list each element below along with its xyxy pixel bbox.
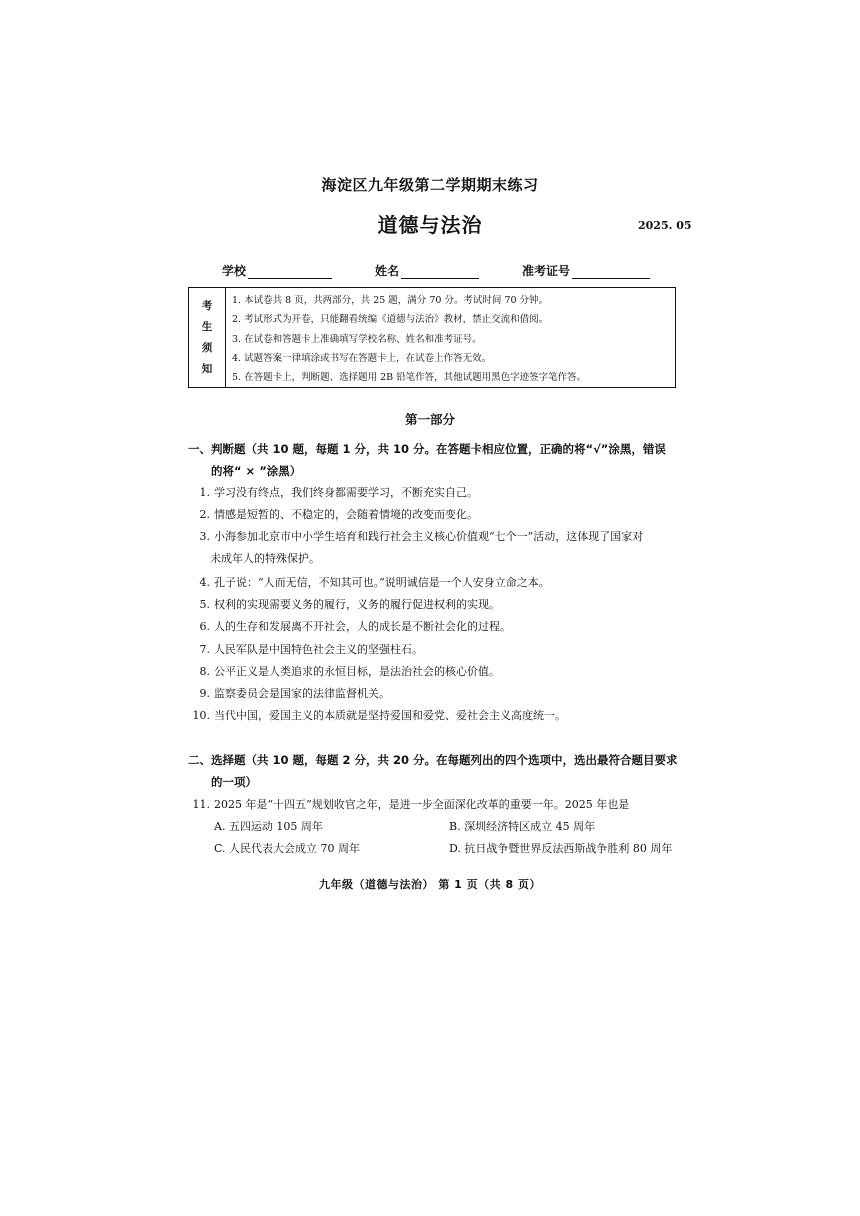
school-blank[interactable]: [248, 264, 332, 279]
exam-notice-box: [188, 287, 676, 388]
question-number: 10.: [192, 709, 210, 722]
question-text: 人的生存和发展离不开社会，人的成长是不断社会化的过程。: [214, 620, 511, 633]
section-judgment-heading: [188, 438, 688, 482]
option-c: C. 人民代表大会成立 70 周年: [214, 842, 361, 855]
option-d: D. 抗日战争暨世界反法西斯战争胜利 80 周年: [449, 842, 673, 855]
question-text: 小海参加北京市中小学生培育和践行社会主义核心价值观“七个一”活动，这体现了国家对: [214, 530, 644, 543]
option-b: B. 深圳经济特区成立 45 周年: [449, 820, 596, 833]
question-11: [192, 794, 692, 816]
question-7: [192, 639, 692, 661]
question-1: [192, 482, 692, 504]
question-number: 5.: [199, 598, 210, 611]
question-8: [192, 661, 692, 683]
section-heading-line: 一、判断题（共 10 题，每题 1 分，共 10 分。在答题卡相应位置，正确的将“√”涂黑，错误: [188, 442, 666, 456]
page-footer: 九年级（道德与法治） 第 1 页（共 8 页）: [319, 878, 541, 891]
name-label: 姓名: [375, 264, 400, 278]
question-3: [192, 526, 692, 570]
option-a: A. 五四运动 105 周年: [214, 820, 323, 833]
question-10: [192, 705, 692, 727]
school-label: 学校: [222, 264, 247, 278]
name-blank[interactable]: [401, 264, 479, 279]
notice-head-char: 生: [201, 320, 213, 333]
question-text: 权利的实现需要义务的履行，义务的履行促进权利的实现。: [214, 598, 500, 611]
notice-heading: [189, 288, 226, 387]
question-5: [192, 594, 692, 616]
question-number: 3.: [199, 530, 210, 543]
question-2: [192, 504, 692, 526]
notice-item: 2. 考试形式为开卷，只能翻看统编《道德与法治》教材，禁止交流和借阅。: [232, 314, 549, 326]
question-number: 8.: [199, 665, 210, 678]
question-number: 7.: [199, 643, 210, 656]
notice-head-char: 须: [201, 341, 213, 354]
question-number: 2.: [199, 508, 210, 521]
exam-date: 2025. 05: [638, 219, 692, 232]
question-number: 1.: [199, 486, 210, 499]
question-text: 当代中国，爱国主义的本质就是坚持爱国和爱党、爱社会主义高度统一。: [214, 709, 566, 722]
question-number: 6.: [199, 620, 210, 633]
school-field[interactable]: [222, 262, 332, 279]
name-field[interactable]: [375, 262, 479, 279]
question-text: 2025 年是“十四五”规划收官之年，是进一步全面深化改革的重要一年。2025 年也是: [214, 798, 630, 811]
notice-item: 5. 在答题卡上，判断题、选择题用 2B 铅笔作答，其他试题用黑色字迹签字笔作答。: [232, 372, 587, 384]
notice-item: 1. 本试卷共 8 页，共两部分，共 25 题，满分 70 分。考试时间 70 分钟。: [232, 295, 549, 306]
section-heading-line: 的一项）: [211, 775, 257, 789]
question-6: [192, 616, 692, 638]
exam-id-label: 准考证号: [522, 264, 571, 278]
notice-list: [226, 288, 675, 387]
question-text: 孔子说：“人而无信，不知其可也。”说明诚信是一个人安身立命之本。: [214, 576, 550, 589]
section-heading-line: 的将“ × ”涂黑）: [211, 464, 302, 478]
question-4: [192, 572, 692, 594]
question-text: 学习没有终点，我们终身都需要学习，不断充实自己。: [214, 486, 478, 499]
notice-head-char: 知: [201, 362, 213, 375]
exam-id-blank[interactable]: [572, 264, 650, 279]
question-text: 情感是短暂的、不稳定的，会随着情境的改变而变化。: [214, 508, 478, 521]
question-number: 4.: [199, 576, 210, 589]
subject-title: 道德与法治: [377, 213, 483, 237]
exam-id-field[interactable]: [522, 262, 650, 279]
question-text: 公平正义是人类追求的永恒目标，是法治社会的核心价值。: [214, 665, 500, 678]
part-title: 第一部分: [404, 412, 455, 427]
section-heading-line: 二、选择题（共 10 题，每题 2 分，共 20 分。在每题列出的四个选项中，选出最符合题目要求: [188, 753, 678, 767]
exam-title: 海淀区九年级第二学期期末练习: [321, 176, 539, 194]
notice-item: 3. 在试卷和答题卡上准确填写学校名称、姓名和准考证号。: [232, 333, 482, 345]
question-text: 监察委员会是国家的法律监督机关。: [214, 687, 390, 700]
question-number: 11.: [192, 798, 210, 811]
notice-item: 4. 试题答案一律填涂或书写在答题卡上，在试卷上作答无效。: [232, 352, 492, 364]
question-text: 人民军队是中国特色社会主义的坚强柱石。: [214, 643, 423, 656]
question-number: 9.: [199, 687, 210, 700]
question-9: [192, 683, 692, 705]
question-text-continued: 未成年人的特殊保护。: [210, 552, 320, 565]
notice-head-char: 考: [201, 299, 213, 312]
section-choice-heading: [188, 749, 688, 793]
